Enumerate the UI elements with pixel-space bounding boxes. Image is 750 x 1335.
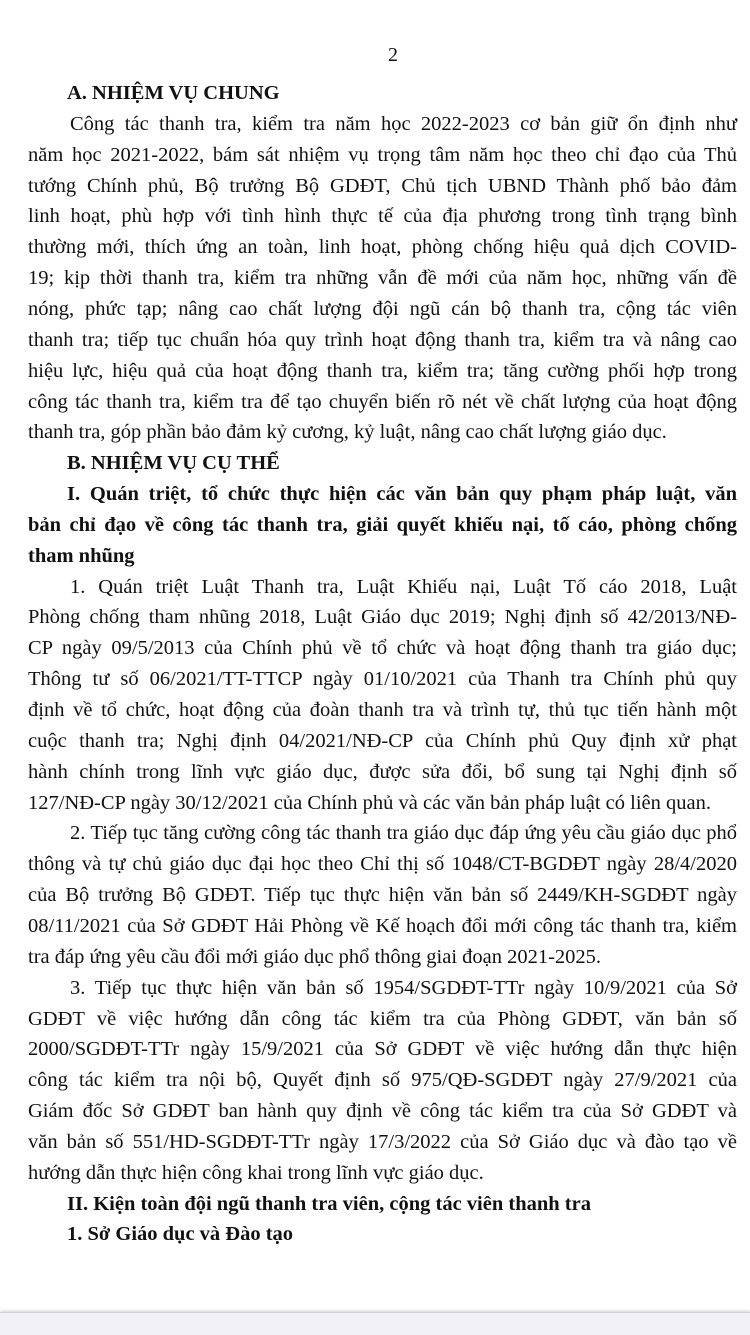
text-line: Phòng chống tham nhũng 2018, Luật Giáo dục 2019; Nghị định số 42/2013/NĐ-	[28, 606, 737, 629]
text-line: Công tác thanh tra, kiểm tra năm học 2022-2023 cơ bản giữ ổn định như	[70, 112, 737, 135]
text-line: hiệu lực, hiệu quả của hoạt động thanh tra, kiểm tra; tăng cường phối hợp trong	[28, 359, 737, 382]
text-line: 2. Tiếp tục tăng cường công tác thanh tra giáo dục đáp ứng yêu cầu giáo dục phổ	[70, 822, 737, 845]
text-line: thông và tự chủ giáo dục đại học theo Chỉ thị số 1048/CT-BGDĐT ngày 28/4/2020	[28, 853, 737, 876]
section-heading: A. NHIỆM VỤ CHUNG	[67, 82, 280, 104]
text-line: GDĐT về việc hướng dẫn công tác kiểm tra của Phòng GDĐT, văn bản số	[28, 1007, 737, 1030]
text-line: Giám đốc Sở GDĐT ban hành quy định về công tác kiểm tra của Sở GDĐT và	[28, 1100, 737, 1123]
text-line: 127/NĐ-CP ngày 30/12/2021 của Chính phủ và các văn bản pháp luật có liên quan.	[28, 791, 711, 814]
section-heading: B. NHIỆM VỤ CỤ THỂ	[67, 452, 280, 475]
text-line: thanh tra, góp phần bảo đảm kỷ cương, kỷ luật, nâng cao chất lượng giáo dục.	[28, 421, 667, 444]
text-line: linh hoạt, phù hợp với tình hình thực tế của địa phương trong tình trạng bình	[28, 205, 737, 228]
text-line: thường mới, thích ứng an toàn, linh hoạt, phòng chống hiệu quả dịch COVID-	[28, 236, 737, 259]
text-line: hành chính trong lĩnh vực giáo dục, được sửa đổi, bổ sung tại Nghị định số	[28, 760, 737, 783]
text-line: của Bộ trưởng Bộ GDĐT. Tiếp tục thực hiện văn bản số 2449/KH-SGDĐT ngày	[28, 884, 737, 907]
text-line: Thông tư số 06/2021/TT-TTCP ngày 01/10/2021 của Thanh tra Chính phủ quy	[28, 668, 737, 691]
text-line: thanh tra; tiếp tục chuẩn hóa quy trình hoạt động thanh tra, kiểm tra và nâng cao	[28, 328, 737, 351]
text-line: cuộc thanh tra; Nghị định 04/2021/NĐ-CP của Chính phủ Quy định xử phạt	[28, 729, 737, 752]
text-line: 1. Quán triệt Luật Thanh tra, Luật Khiếu nại, Luật Tố cáo 2018, Luật	[70, 575, 737, 598]
text-line: công tác kiểm tra nội bộ, Quyết định số 975/QĐ-SGDĐT ngày 27/9/2021 của	[28, 1069, 737, 1092]
text-line: 2000/SGDĐT-TTr ngày 15/9/2021 của Sở GDĐT về việc hướng dẫn thực hiện	[28, 1038, 737, 1061]
text-line: nóng, phức tạp; nâng cao chất lượng đội ngũ cán bộ thanh tra, cộng tác viên	[28, 297, 737, 320]
section-heading: II. Kiện toàn đội ngũ thanh tra viên, cộng tác viên thanh tra	[67, 1192, 591, 1215]
text-line: công tác thanh tra, kiểm tra để tạo chuyển biến rõ nét về chất lượng của hoạt động	[28, 390, 737, 413]
text-line: tra đáp ứng yêu cầu đổi mới giáo dục phổ thông giai đoạn 2021-2025.	[28, 945, 602, 968]
page-number: 2	[388, 44, 398, 66]
text-line: 19; kịp thời thanh tra, kiểm tra những vẫn đề mới của năm học, những vấn đề	[28, 267, 737, 290]
text-line: 3. Tiếp tục thực hiện văn bản số 1954/SGDĐT-TTr ngày 10/9/2021 của Sở	[70, 976, 737, 999]
section-heading: 1. Sở Giáo dục và Đào tạo	[67, 1223, 294, 1246]
bottom-toolbar	[0, 1312, 750, 1335]
text-line: hướng dẫn thực hiện công khai trong lĩnh vực giáo dục.	[28, 1161, 484, 1184]
text-line: I. Quán triệt, tổ chức thực hiện các văn bản quy phạm pháp luật, văn	[67, 483, 737, 506]
text-line: tham nhũng	[28, 544, 135, 567]
text-line: tướng Chính phủ, Bộ trưởng Bộ GDĐT, Chủ tịch UBND Thành phố bảo đảm	[28, 174, 737, 197]
text-line: CP ngày 09/5/2013 của Chính phủ về tổ chức và hoạt động thanh tra giáo dục;	[28, 637, 737, 660]
text-line: định về tổ chức, hoạt động của đoàn thanh tra và trình tự, thủ tục tiến hành một	[28, 699, 737, 721]
text-line: văn bản số 551/HD-SGDĐT-TTr ngày 17/3/2022 của Sở Giáo dục và đào tạo về	[28, 1130, 737, 1153]
text-line: bản chỉ đạo về công tác thanh tra, giải quyết khiếu nại, tố cáo, phòng chống	[28, 513, 737, 536]
text-line: 08/11/2021 của Sở GDĐT Hải Phòng về Kế hoạch đổi mới công tác thanh tra, kiểm	[28, 914, 737, 937]
text-line: năm học 2021-2022, bám sát nhiệm vụ trọng tâm năm học theo chỉ đạo của Thủ	[28, 143, 737, 166]
